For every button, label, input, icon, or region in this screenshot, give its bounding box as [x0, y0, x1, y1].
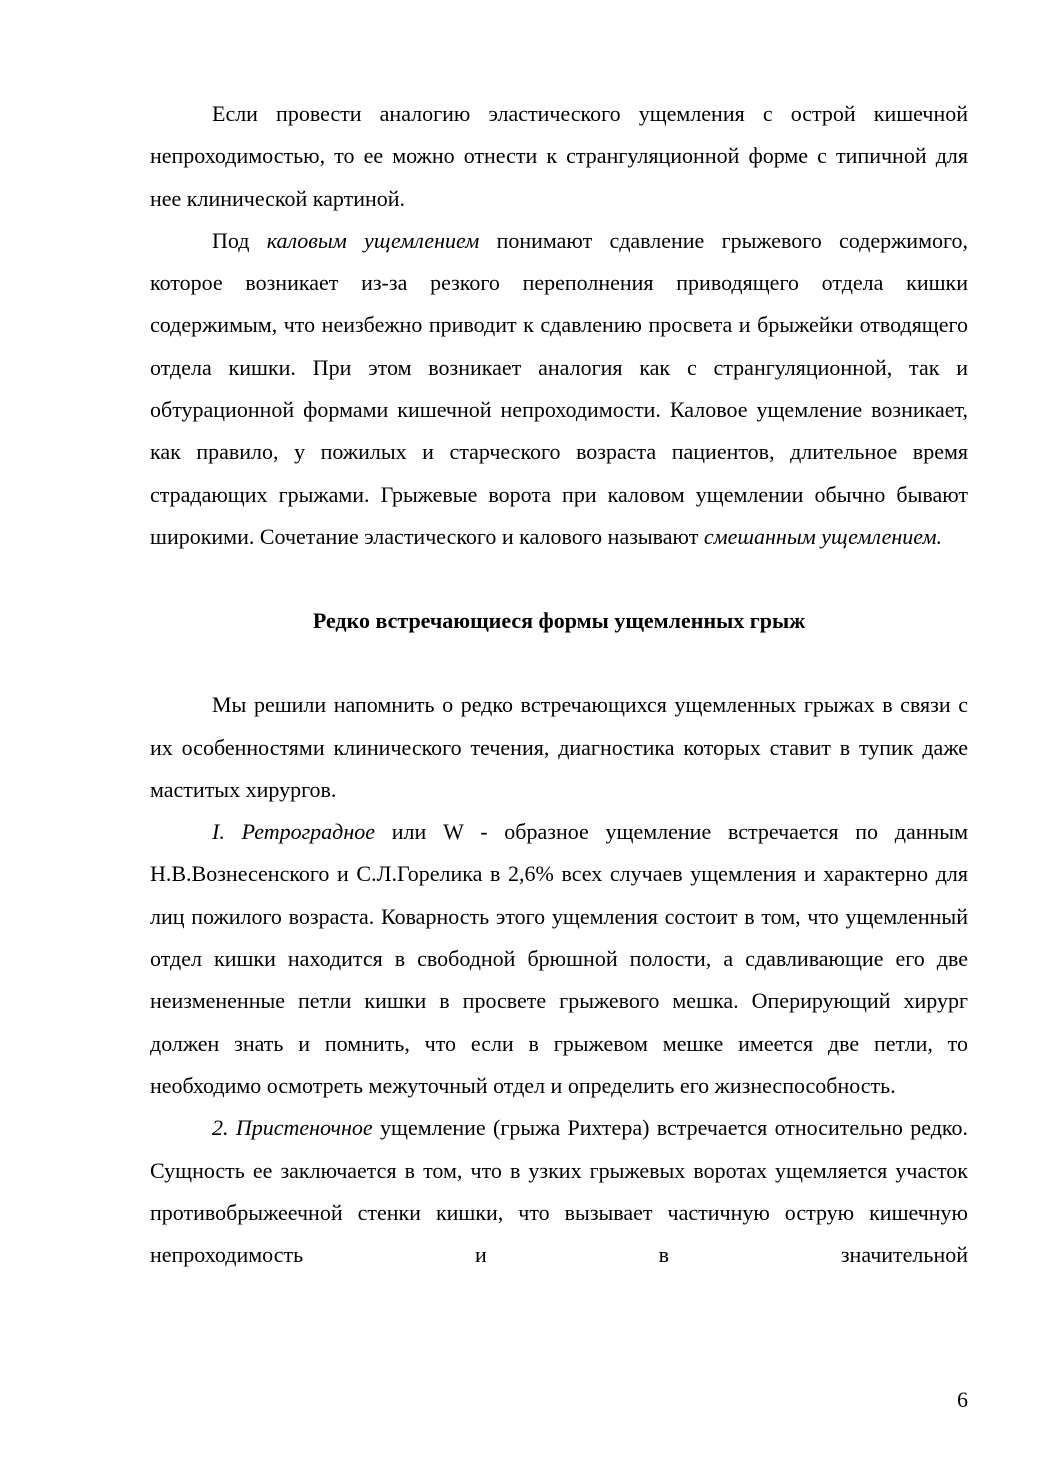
- paragraph-text-body: или W - образное ущемление встречается по данным Н.В.Вознесенского и С.Л.Горелика в 2,6% всех случаев ущемления и характерно для лиц пожилого возраста. Коварность этого ущемления состоит в том, что ущемленный отдел кишки находится в свободной брюшной полости, а сдавливающие его две неизмененные петли кишки в просвете грыжевого мешка. Оперирующий хирург должен знать и помнить, что если в грыжевом мешке имеется две петли, то необходимо осмотреть межуточный отдел и определить его жизнеспособность.: [150, 819, 968, 1098]
- paragraph-text: Если провести аналогию эластического ущемления с острой кишечной непроходимостью, то ее можно отнести к странгуляционной форме с типичной для нее клинической картиной.: [150, 101, 968, 211]
- paragraph-analogy: [150, 93, 968, 220]
- paragraph-fecal-strangulation: [150, 220, 968, 558]
- paragraph-parietal: [150, 1107, 968, 1276]
- paragraph-text-body: ущемление (грыжа Рихтера) встречается относительно редко. Сущность ее заключается в том, что в узких грыжевых воротах ущемляется участок противобрыжеечной стенки кишки, что вызывает частичную острую кишечную непроходимость и в значительной: [150, 1115, 968, 1268]
- paragraph-text-intro: Под: [212, 227, 267, 253]
- paragraph-retrograde: [150, 811, 968, 1107]
- paragraph-reminder: [150, 684, 968, 811]
- italic-term-mixed: смешанным ущемлением.: [703, 523, 943, 549]
- page-number: 6: [957, 1387, 968, 1412]
- paragraph-text: Мы решили напомнить о редко встречающихся ущемленных грыжах в связи с их особенностями клинического течения, диагностика которых ставит в тупик даже маститых хирургов.: [150, 692, 968, 802]
- italic-term-parietal: 2. Пристеночное: [212, 1115, 373, 1141]
- paragraph-text-body: понимают сдавление грыжевого содержимого, которое возникает из-за резкого переполнения приводящего отдела кишки содержимым, что неизбежно приводит к сдавлению просвета и брыжейки отводящего отдела кишки. При этом возникает аналогия как с странгуляционной, так и обтурационной формами кишечной непроходимости. Каловое ущемление возникает, как правило, у пожилых и старческого возраста пациентов, длительное время страдающих грыжами. Грыжевые ворота при каловом ущемлении обычно бывают широкими. Сочетание эластического и калового называют: [150, 227, 968, 549]
- section-heading: Редко встречающиеся формы ущемленных грыж: [312, 608, 806, 634]
- italic-term-retrograde: I. Ретроградное: [212, 819, 375, 845]
- italic-term-fecal: каловым ущемлением: [266, 227, 480, 253]
- document-page: [150, 93, 968, 1276]
